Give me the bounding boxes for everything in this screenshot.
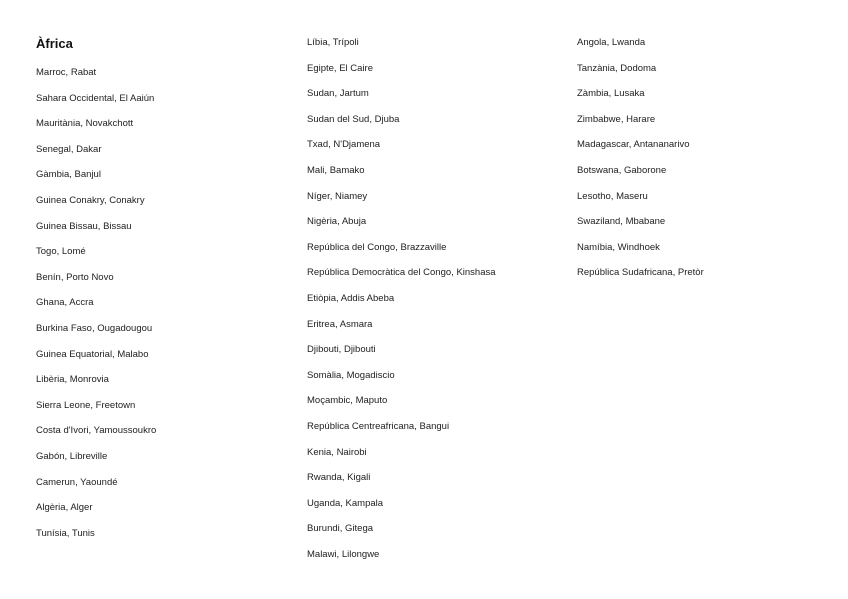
page-title: Àfrica xyxy=(36,36,73,51)
list-item: Burkina Faso, Ougadougou xyxy=(36,322,153,334)
list-item: Costa d'Ivori, Yamoussoukro xyxy=(36,425,157,437)
list-item: Tunísia, Tunis xyxy=(36,527,95,539)
list-item: Togo, Lomé xyxy=(36,246,86,258)
list-item: Burundi, Gitega xyxy=(307,523,374,535)
list-item: Djibouti, Djibouti xyxy=(307,344,376,356)
list-item: Gabón, Libreville xyxy=(36,450,108,462)
list-item: Guinea Conakry, Conakry xyxy=(36,194,145,206)
list-item: Madagascar, Antananarivo xyxy=(577,139,690,151)
list-item: Uganda, Kampala xyxy=(307,497,384,509)
list-item: Algèria, Alger xyxy=(36,502,93,514)
list-item: República Centreafricana, Bangui xyxy=(307,420,450,432)
list-item: República Sudafricana, Pretòr xyxy=(577,267,704,279)
list-item: Sudan, Jartum xyxy=(307,88,369,100)
list-item: Swaziland, Mbabane xyxy=(577,216,666,228)
list-item: Benín, Porto Novo xyxy=(36,271,114,283)
list-item: Botswana, Gaborone xyxy=(577,164,667,176)
list-item: Sudan del Sud, Djuba xyxy=(307,113,400,125)
list-item: Gàmbia, Banjul xyxy=(36,169,101,181)
list-item: Egipte, El Caire xyxy=(307,62,374,74)
list-item: República Democràtica del Congo, Kinshasa xyxy=(307,267,496,279)
country-list-column-3 xyxy=(577,36,704,292)
list-item: Rwanda, Kigali xyxy=(307,472,371,484)
list-item: Libèria, Monrovia xyxy=(36,374,109,386)
list-item: Angola, Lwanda xyxy=(577,37,646,48)
list-item: Moçambic, Maputo xyxy=(307,395,388,407)
list-item: Zimbabwe, Harare xyxy=(577,113,656,125)
country-list-column-2 xyxy=(307,36,496,573)
list-item: Sierra Leone, Freetown xyxy=(36,399,136,411)
list-item: Níger, Niamey xyxy=(307,190,368,202)
list-item: Kenia, Nairobi xyxy=(307,446,367,458)
list-item: Namíbia, Windhoek xyxy=(577,241,660,253)
list-item: Ghana, Accra xyxy=(36,297,94,309)
list-item: Txad, N'Djamena xyxy=(307,139,381,151)
list-item: Sahara Occidental, El Aaiún xyxy=(36,92,155,104)
list-item: Somàlia, Mogadiscio xyxy=(307,369,395,381)
list-item: Tanzània, Dodoma xyxy=(577,62,657,74)
country-list-column-1 xyxy=(36,66,156,552)
list-item: República del Congo, Brazzaville xyxy=(307,241,447,253)
list-item: Mali, Bamako xyxy=(307,164,365,176)
list-item: Nigèria, Abuja xyxy=(307,216,367,228)
list-item: Senegal, Dakar xyxy=(36,143,102,155)
list-item: Mauritània, Novakchott xyxy=(36,118,134,130)
list-item: Etiòpia, Addis Abeba xyxy=(307,292,395,304)
list-item: Zàmbia, Lusaka xyxy=(577,88,645,100)
list-item: Camerun, Yaoundé xyxy=(36,476,118,488)
list-item: Eritrea, Asmara xyxy=(307,318,373,330)
list-item: Lesotho, Maseru xyxy=(577,190,648,202)
list-item: Guinea Equatorial, Malabo xyxy=(36,348,149,360)
list-item: Líbia, Trípoli xyxy=(307,37,359,48)
list-item: Marroc, Rabat xyxy=(36,67,97,78)
list-item: Guinea Bissau, Bissau xyxy=(36,220,132,232)
list-item: Malawi, Lilongwe xyxy=(307,548,380,560)
